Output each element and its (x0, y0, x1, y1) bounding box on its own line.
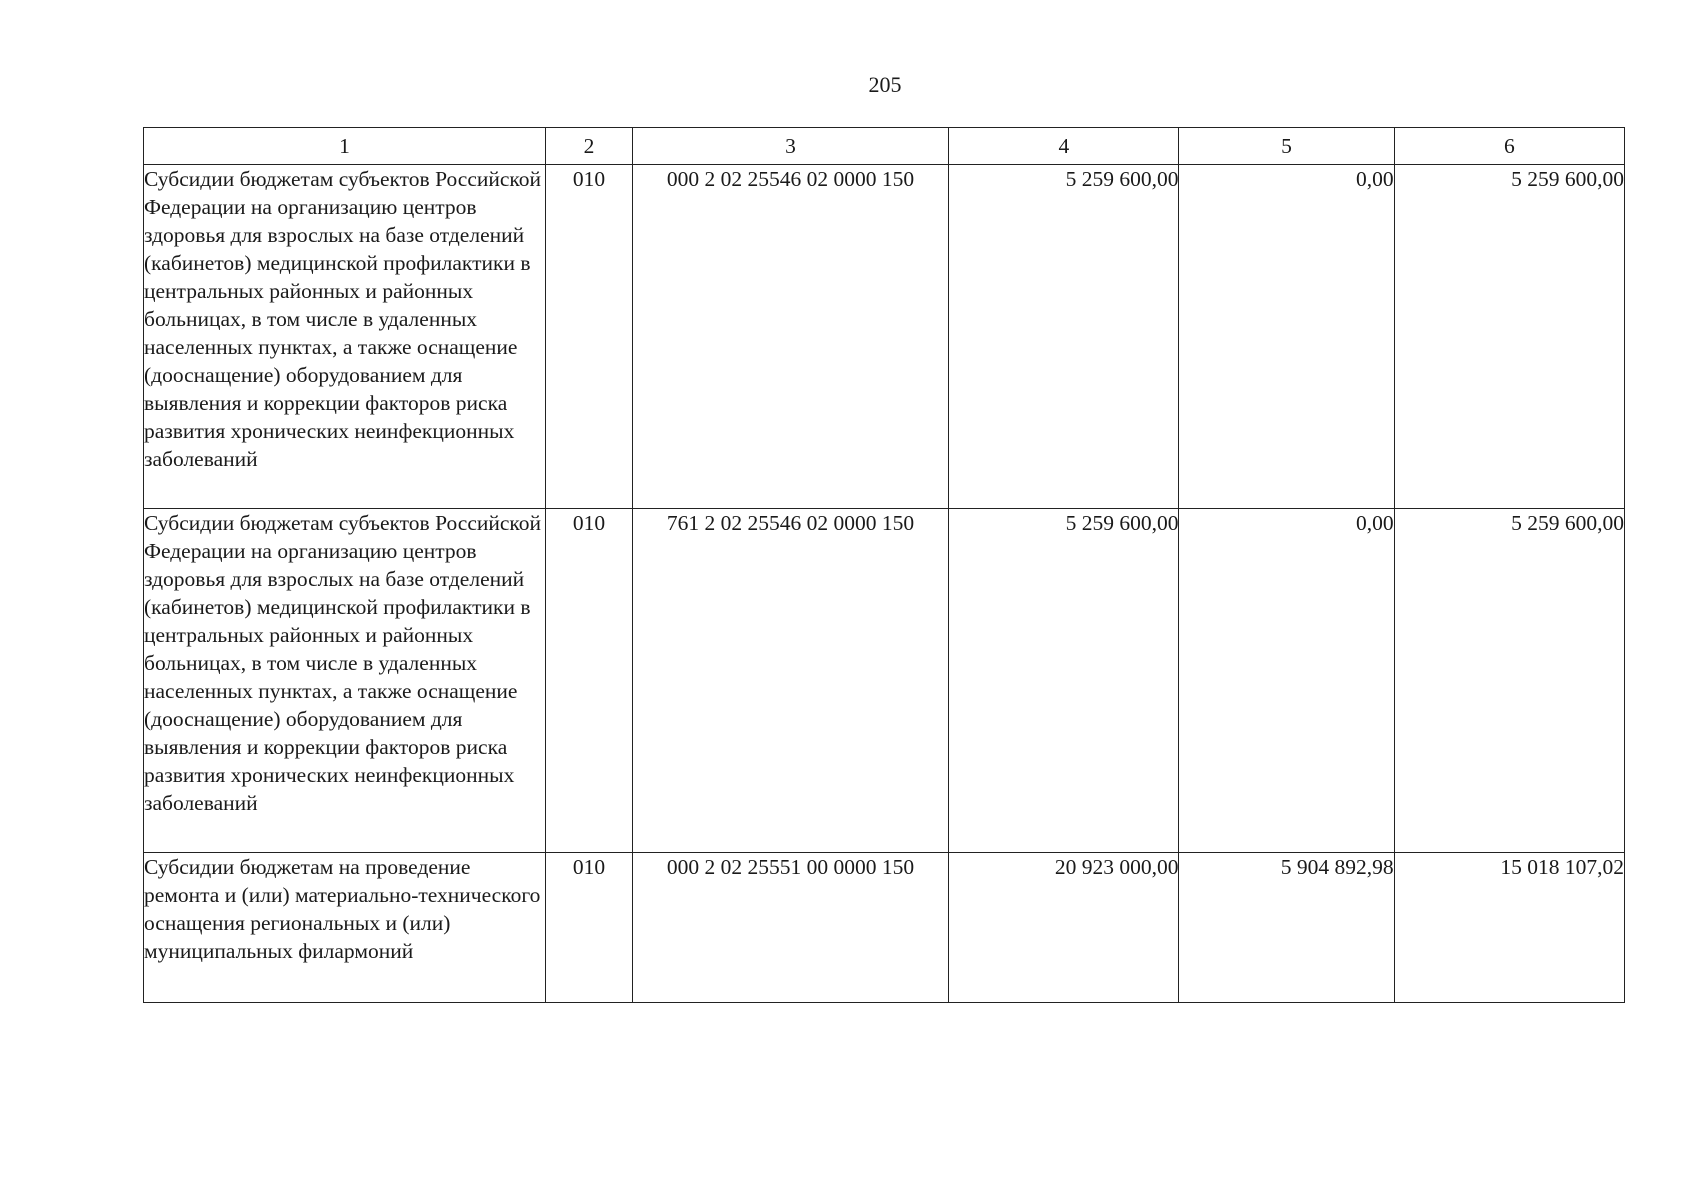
column-header-6: 6 (1394, 128, 1624, 165)
row-budget-code: 000 2 02 25551 00 0000 150 (632, 853, 948, 1003)
table-row (144, 165, 1625, 509)
row-value-col4: 5 259 600,00 (949, 165, 1179, 509)
row-line-code: 010 (546, 853, 633, 1003)
page-number: 205 (868, 72, 902, 97)
row-value-col4: 5 259 600,00 (949, 509, 1179, 853)
row-description: Субсидии бюджетам на проведение ремонта и (или) материально-технического оснащения региональных и (или) муниципальных филармоний (144, 853, 546, 1003)
column-header-2: 2 (546, 128, 633, 165)
table-header (144, 128, 1625, 165)
table-row (144, 509, 1625, 853)
row-value-col5: 5 904 892,98 (1179, 853, 1394, 1003)
budget-table (143, 127, 1625, 1003)
row-budget-code: 761 2 02 25546 02 0000 150 (632, 509, 948, 853)
row-line-code: 010 (546, 509, 633, 853)
row-description: Субсидии бюджетам субъектов Российской Федерации на организацию центров здоровья для взрослых на базе отделений (кабинетов) медицинской профилактики в центральных районных и районных больницах, в том числе в удаленных населенных пунктах, а также оснащение (дооснащение) оборудованием для выявления и коррекции факторов риска развития хронических неинфекционных заболеваний (144, 509, 546, 853)
row-description: Субсидии бюджетам субъектов Российской Федерации на организацию центров здоровья для взрослых на базе отделений (кабинетов) медицинской профилактики в центральных районных и районных больницах, в том числе в удаленных населенных пунктах, а также оснащение (дооснащение) оборудованием для выявления и коррекции факторов риска развития хронических неинфекционных заболеваний (144, 165, 546, 509)
row-budget-code: 000 2 02 25546 02 0000 150 (632, 165, 948, 509)
row-value-col5: 0,00 (1179, 509, 1394, 853)
table-body (144, 165, 1625, 1003)
row-value-col5: 0,00 (1179, 165, 1394, 509)
header-row (144, 128, 1625, 165)
column-header-1: 1 (144, 128, 546, 165)
row-value-col6: 5 259 600,00 (1394, 509, 1624, 853)
row-value-col6: 15 018 107,02 (1394, 853, 1624, 1003)
column-header-5: 5 (1179, 128, 1394, 165)
table-row (144, 853, 1625, 1003)
row-value-col4: 20 923 000,00 (949, 853, 1179, 1003)
row-line-code: 010 (546, 165, 633, 509)
column-header-4: 4 (949, 128, 1179, 165)
row-value-col6: 5 259 600,00 (1394, 165, 1624, 509)
column-header-3: 3 (632, 128, 948, 165)
